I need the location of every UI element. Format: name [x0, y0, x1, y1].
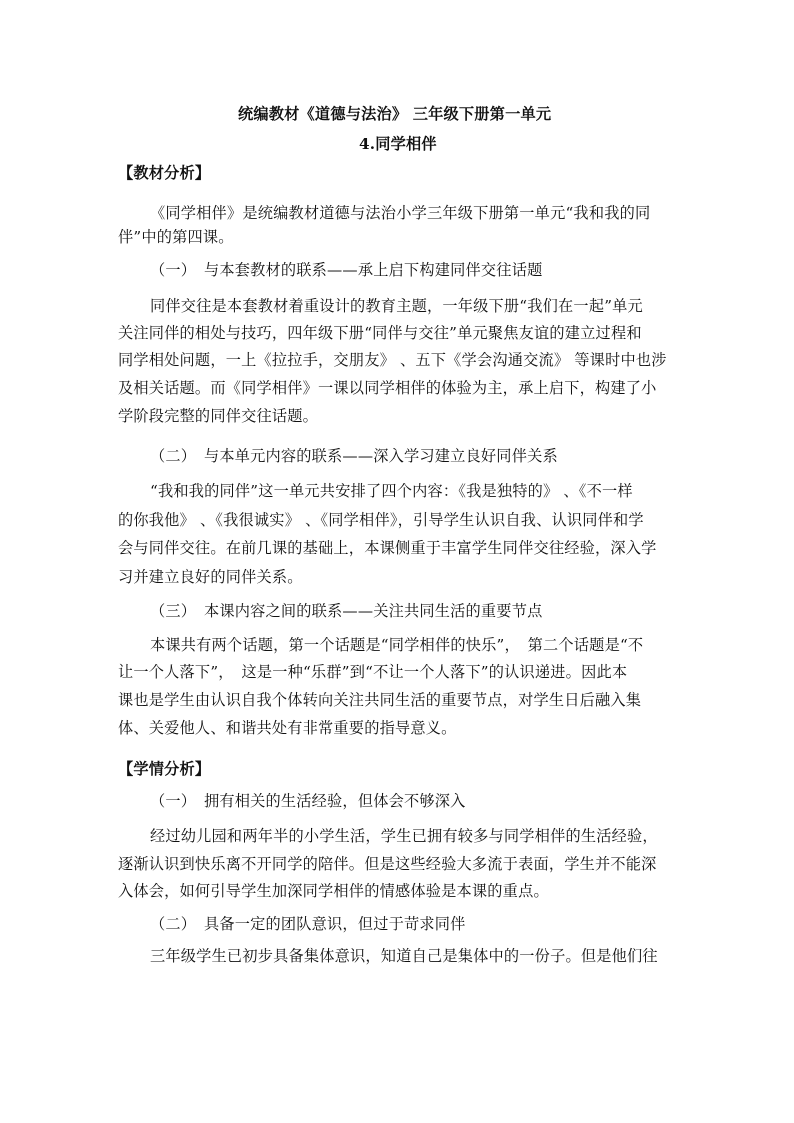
paragraph-line: 的你我他》 、《我很诚实》 、《同学相伴》，引导学生认识自我、认识同伴和学	[118, 511, 644, 529]
paragraph-line: 让一个人落下”， 这是一种“乐群”到“不让一个人落下”的认识递进。因此本	[118, 663, 628, 681]
paragraph-line: 同学相处问题，一上《拉拉手，交朋友》 、五下《学会沟通交流》 等课时中也涉	[118, 351, 667, 369]
subsection-heading: （三） 本课内容之间的联系——关注共同生活的重要节点	[150, 602, 543, 620]
paragraph-line: 体、关爱他人、和谐共处有非常重要的指导意义。	[118, 719, 457, 737]
paragraph-line: 三年级学生已初步具备集体意识，知道自己是集体中的一份子。但是他们往	[150, 947, 658, 965]
subsection-heading: （一） 拥有相关的生活经验，但体会不够深入	[150, 792, 466, 810]
paragraph-line: “我和我的同伴”这一单元共安排了四个内容：《我是独特的》 、《不一样	[150, 482, 633, 500]
paragraph-line: 逐渐认识到快乐离不开同学的陪伴。但是这些经验大多流于表面，学生并不能深	[118, 855, 657, 873]
paragraph-line: 关注同伴的相处与技巧，四年级下册“同伴与交往”单元聚焦友谊的建立过程和	[118, 324, 642, 342]
subsection-heading: （二） 与本单元内容的联系——深入学习建立良好同伴关系	[150, 447, 558, 465]
paragraph-line: 学阶段完整的同伴交往话题。	[118, 407, 319, 425]
section-heading-learner-analysis: 【学情分析】	[118, 760, 211, 778]
paragraph-line: 本课共有两个话题，第一个话题是“同学相伴的快乐”， 第二个话题是“不	[150, 636, 644, 654]
paragraph-line: 入体会，如何引导学生加深同学相伴的情感体验是本课的重点。	[118, 882, 549, 900]
subsection-heading: （二） 具备一定的团队意识，但过于苛求同伴	[150, 915, 466, 933]
subsection-heading: （一） 与本套教材的联系——承上启下构建同伴交往话题	[150, 261, 543, 279]
paragraph-line: 课也是学生由认识自我个体转向关注共同生活的重要节点，对学生日后融入集	[118, 691, 642, 709]
section-heading-textbook-analysis: 【教材分析】	[118, 164, 211, 182]
paragraph-line: 同伴交往是本套教材着重设计的教育主题，一年级下册“我们在一起”单元	[150, 297, 643, 315]
paragraph-line: 及相关话题。而《同学相伴》一课以同学相伴的体验为主，承上启下，构建了小	[118, 379, 657, 397]
paragraph-line: 习并建立良好的同伴关系。	[118, 568, 303, 586]
paragraph-line: 伴”中的第四课。	[118, 228, 234, 246]
lesson-title: 4.同学相伴	[359, 135, 437, 153]
paragraph-line: 会与同伴交往。在前几课的基础上，本课侧重于丰富学生同伴交往经验，深入学	[118, 539, 657, 557]
paragraph-line: 《同学相伴》是统编教材道德与法治小学三年级下册第一单元“我和我的同	[150, 204, 651, 222]
document-title: 统编教材《道德与法治》 三年级下册第一单元	[238, 105, 552, 123]
paragraph-line: 经过幼儿园和两年半的小学生活，学生已拥有较多与同学相伴的生活经验，	[150, 827, 658, 845]
